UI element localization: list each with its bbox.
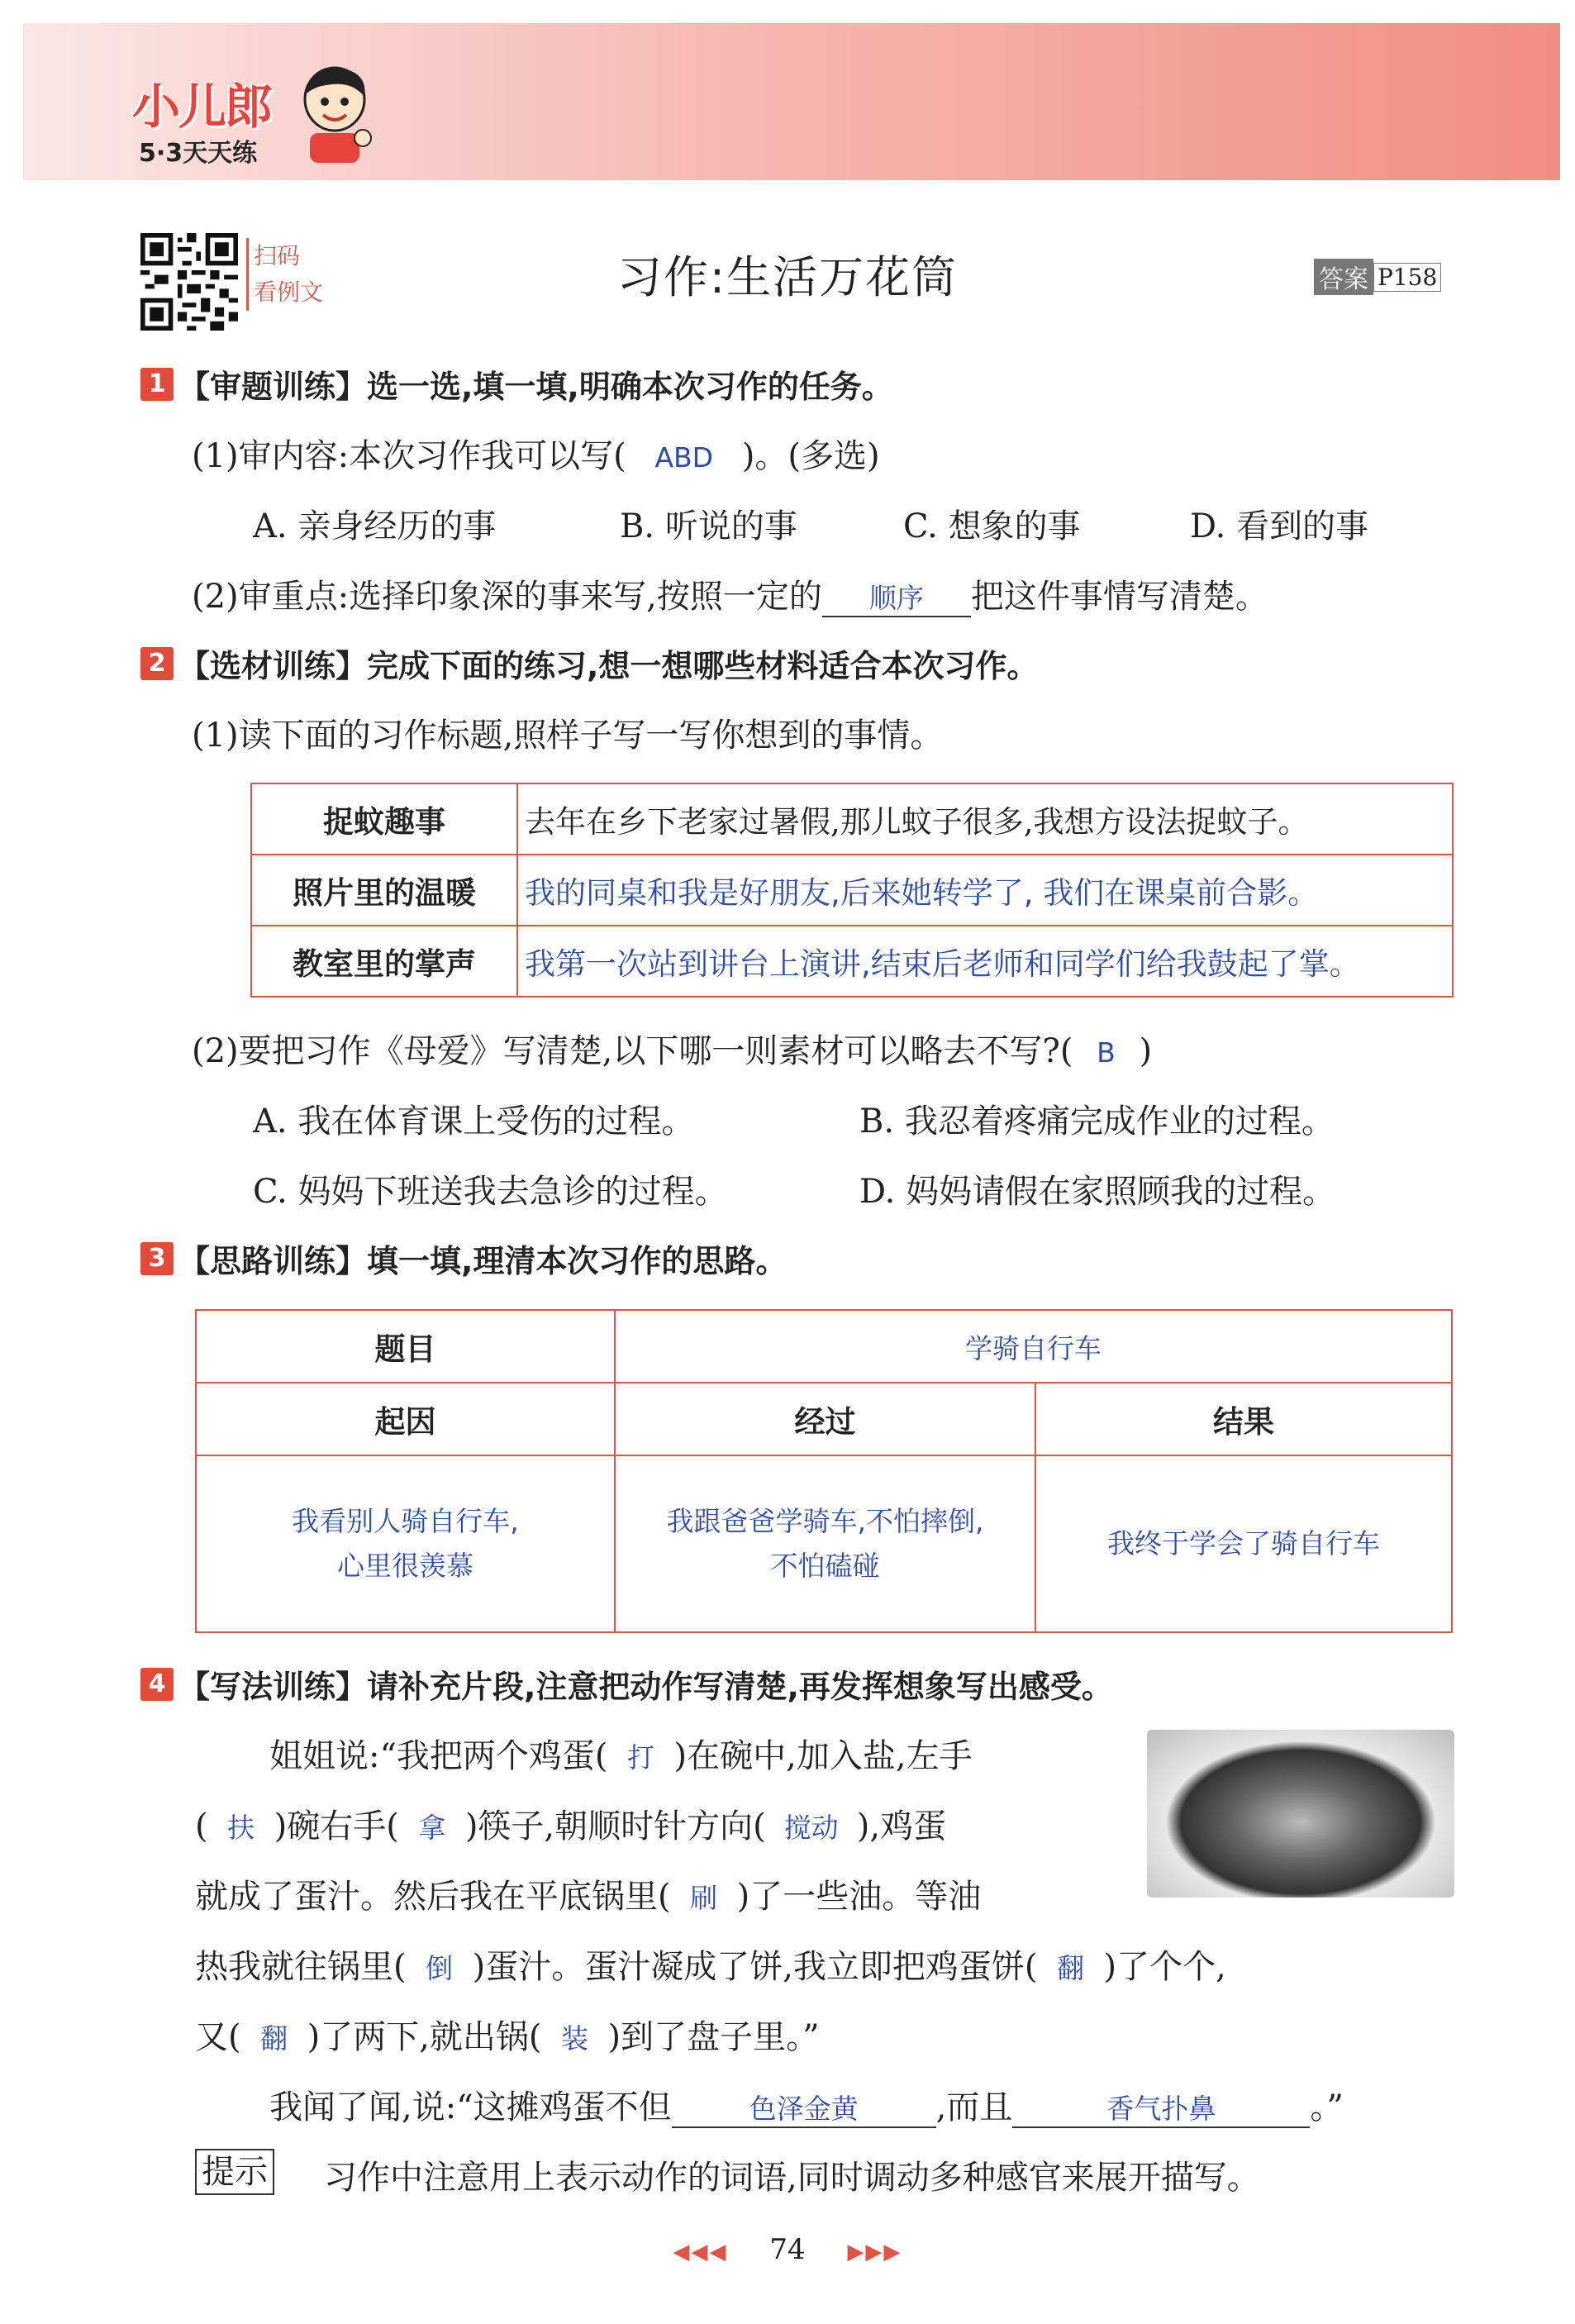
cause-line-1: 我看别人骑自行车, (292, 1505, 519, 1537)
s4-text: 我闻了闻,说:“这摊鸡蛋不但 (269, 2088, 672, 2126)
s4-text: 热我就往锅里( (195, 1948, 407, 1986)
s2-q2-suffix: ) (1139, 1032, 1153, 1070)
left-arrows-icon: ◀◀◀ (673, 2240, 728, 2264)
s4-line-2 (195, 1800, 946, 1847)
s2-option-b: B. 我忍着疼痛完成作业的过程。 (859, 1102, 1335, 1141)
s4-line-3 (195, 1870, 981, 1917)
s2-option-d: D. 妈妈请假在家照顾我的过程。 (859, 1173, 1336, 1211)
table-row (196, 1383, 1452, 1455)
section-4-number: 4 (140, 1668, 174, 1701)
s4-answer-4[interactable]: 搅动 (783, 1812, 839, 1844)
s4-line-1 (269, 1730, 973, 1777)
s4-answer-1[interactable]: 打 (627, 1741, 655, 1774)
s1-question-2 (192, 570, 1268, 617)
process-answer-cell[interactable] (615, 1455, 1035, 1632)
section-2-number: 2 (140, 647, 174, 680)
topic-cell: 照片里的温暖 (251, 855, 517, 926)
s2-option-a: A. 我在体育课上受伤的过程。 (253, 1102, 695, 1141)
s4-line-4 (195, 1941, 1226, 1988)
s1-q2-prefix: (2)审重点:选择印象深的事来写,按照一定的 (192, 578, 822, 616)
s4-text: ),鸡蛋 (856, 1807, 947, 1845)
answer-cell[interactable]: 我第一次站到讲台上演讲,结束后老师和同学们给我鼓起了掌。 (517, 926, 1453, 997)
s4-answer-8[interactable]: 翻 (260, 2022, 288, 2055)
s4-line-5 (195, 2011, 820, 2058)
cause-answer-cell[interactable] (196, 1455, 615, 1632)
cause-line-2: 心里很羡慕 (337, 1550, 473, 1582)
answer-reference (1314, 259, 1441, 295)
s4-text: 就成了蛋汁。然后我在平底锅里( (195, 1878, 671, 1916)
s1-q1-suffix: )。(多选) (741, 437, 880, 475)
omelette-photo (1147, 1730, 1454, 1898)
s4-text: )了两下,就出锅( (307, 2018, 542, 2056)
s4-text: )筷子,朝顺时针方向( (464, 1807, 766, 1845)
s2-option-c: C. 妈妈下班送我去急诊的过程。 (253, 1173, 728, 1211)
section-1-title: 【审题训练】选一选,填一填,明确本次习作的任务。 (178, 369, 893, 405)
s1-option-a: A. 亲身经历的事 (253, 507, 497, 545)
s4-text: )在碗中,加入盐,左手 (673, 1737, 973, 1775)
outline-table (195, 1309, 1453, 1633)
hint-text: 习作中注意用上表示动作的词语,同时调动多种感官来展开描写。 (324, 2159, 1260, 2197)
brand-logo: 小儿郎 (132, 79, 272, 135)
table-row (196, 1455, 1452, 1632)
topic-table (250, 783, 1454, 998)
s4-text: ,而且 (935, 2088, 1013, 2126)
example-cell: 去年在乡下老家过暑假,那儿蚊子很多,我想方设法捉蚊子。 (517, 783, 1453, 855)
s1-option-d: D. 看到的事 (1190, 507, 1369, 545)
s1-question-1 (192, 430, 880, 477)
answer-cell[interactable]: 我的同桌和我是好朋友,后来她转学了, 我们在课桌前合影。 (517, 855, 1453, 926)
section-4-title: 【写法训练】请补充片段,注意把动作写清楚,再发挥想象写出感受。 (178, 1669, 1113, 1705)
s1-q2-answer[interactable]: 顺序 (822, 577, 971, 617)
section-3-number: 3 (140, 1242, 174, 1275)
scan-hint-line1: 扫码 (254, 242, 301, 269)
series-name: 5·3天天练 (139, 139, 258, 168)
topic-answer-cell[interactable]: 学骑自行车 (615, 1310, 1452, 1383)
s2-q2-prefix: (2)要把习作《母爱》写清楚,以下哪一则素材可以略去不写?( (192, 1032, 1073, 1070)
answer-label: 答案 (1314, 259, 1373, 295)
s2-question-2 (192, 1025, 1152, 1072)
topic-label-cell: 题目 (196, 1310, 615, 1383)
process-label-cell: 经过 (615, 1383, 1035, 1455)
section-3-heading (140, 1236, 787, 1281)
s4-text: )了一些油。等油 (736, 1878, 982, 1916)
s4-text: )了个个, (1103, 1948, 1226, 1986)
s1-option-c: C. 想象的事 (903, 507, 1081, 545)
section-4-heading (140, 1661, 1113, 1707)
s4-text: 又( (195, 2018, 241, 2056)
result-label-cell: 结果 (1035, 1383, 1452, 1455)
s4-text: 。” (1310, 2088, 1344, 2126)
hint-label: 提示 (195, 2149, 274, 2195)
process-line-2: 不怕磕碰 (770, 1550, 880, 1582)
table-row (251, 926, 1453, 997)
s4-answer-3[interactable]: 拿 (418, 1812, 446, 1844)
s4-text: )蛋汁。蛋汁凝成了饼,我立即把鸡蛋饼( (472, 1948, 1038, 1986)
s4-line-6 (269, 2081, 1344, 2128)
s4-answer-2[interactable]: 扶 (227, 1812, 255, 1844)
topic-cell: 捉蚊趣事 (251, 783, 517, 855)
s4-text: 姐姐说:“我把两个鸡蛋( (269, 1737, 608, 1775)
scan-hint-line2: 看例文 (254, 279, 324, 306)
s1-option-b: B. 听说的事 (620, 507, 797, 545)
process-line-1: 我跟爸爸学骑车,不怕摔倒, (666, 1505, 984, 1537)
table-row (196, 1310, 1452, 1383)
result-answer-cell[interactable]: 我终于学会了骑自行车 (1035, 1455, 1452, 1632)
s4-text: )碗右手( (274, 1807, 399, 1845)
s4-text: )到了盘子里。” (607, 2018, 820, 2056)
s4-answer-11[interactable]: 香气扑鼻 (1012, 2088, 1310, 2128)
s4-answer-10[interactable]: 色泽金黄 (672, 2088, 936, 2128)
mascot-icon (293, 62, 376, 165)
answer-page: P158 (1373, 263, 1441, 292)
right-arrows-icon: ▶▶▶ (847, 2240, 902, 2264)
s4-answer-5[interactable]: 刷 (690, 1882, 718, 1914)
section-3-title: 【思路训练】填一填,理清本次习作的思路。 (178, 1243, 788, 1279)
s4-text: ( (195, 1807, 208, 1845)
s4-answer-7[interactable]: 翻 (1057, 1952, 1085, 1984)
section-1-number: 1 (140, 368, 174, 401)
s1-q2-suffix: 把这件事情写清楚。 (970, 578, 1268, 616)
s1-q1-answer[interactable]: ABD (654, 441, 714, 474)
s2-question-1: (1)读下面的习作标题,照样子写一写你想到的事情。 (192, 717, 944, 755)
table-row (251, 783, 1453, 855)
s2-q2-answer[interactable]: B (1097, 1036, 1116, 1069)
s4-answer-9[interactable]: 装 (561, 2022, 589, 2055)
s1-q1-prefix: (1)审内容:本次习作我可以写( (192, 437, 626, 475)
cause-label-cell: 起因 (196, 1383, 615, 1455)
section-1-heading (140, 361, 893, 407)
section-2-title: 【选材训练】完成下面的练习,想一想哪些材料适合本次习作。 (178, 648, 1039, 684)
s4-answer-6[interactable]: 倒 (426, 1952, 454, 1984)
table-row (251, 855, 1453, 926)
page-footer (0, 2233, 1575, 2266)
topic-cell: 教室里的掌声 (251, 926, 517, 997)
page-number: 74 (769, 2233, 806, 2266)
page-title: 习作:生活万花筒 (616, 251, 959, 303)
section-2-heading (140, 641, 1038, 686)
